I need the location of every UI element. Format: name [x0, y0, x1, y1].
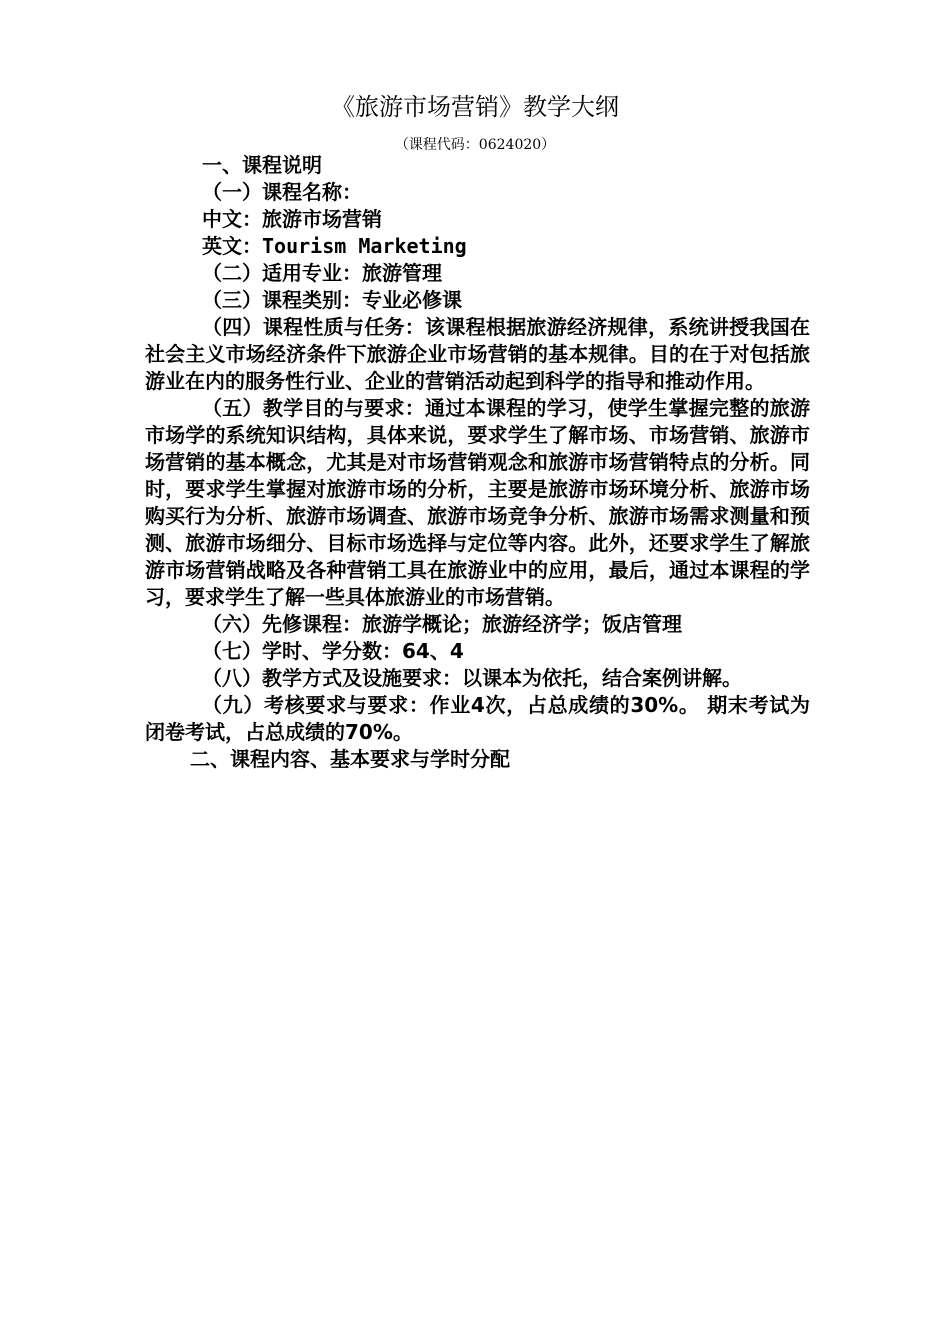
course-name-chinese-value: 旅游市场营销 [262, 207, 382, 231]
item-applicable-major: （二）适用专业：旅游管理 [202, 261, 442, 285]
item-teaching-goals: （五）教学目的与要求：通过本课程的学习，使学生掌握完整的旅游市场学的系统知识结构，具体来说，要求学生了解市场、市场营销、旅游市场营销的基本概念，尤其是对市场营销观念和旅游市场营销特点的分析。同时，要求学生掌握对旅游市场的分析，主要是旅游市场环境分析、旅游市场购买行为分析、旅游市场调查、旅游市场竞争分析、旅游市场需求测量和预测、旅游市场细分、目标市场选择与定位等内容。此外，还要求学生了解旅游市场营销战略及各种营销工具在旅游业中的应用，最后，通过本课程的学习，要求学生了解一些具体旅游业的市场营销。 [145, 396, 810, 609]
course-code: （课程代码：0624020） [394, 137, 556, 153]
course-name-chinese [145, 206, 810, 233]
item-course-name-heading: （一）课程名称： [202, 180, 362, 204]
section-heading-course-content: 二、课程内容、基本要求与学时分配 [190, 747, 510, 771]
item-hours-credits: （七）学时、学分数：64、4 [202, 639, 464, 663]
item-course-nature: （四）课程性质与任务：该课程根据旅游经济规律，系统讲授我国在社会主义市场经济条件下旅游企业市场营销的基本规律。目的在于对包括旅游业在内的服务性行业、企业的营销活动起到科学的指导和推动作用。 [145, 315, 810, 393]
item-assessment: （九）考核要求与要求：作业4次，占总成绩的30%。 期末考试为闭卷考试，占总成绩的70%。 [145, 693, 810, 744]
document-title: 《旅游市场营销》教学大纲 [331, 93, 619, 121]
item-prerequisites: （六）先修课程：旅游学概论；旅游经济学；饭店管理 [202, 612, 682, 636]
item-course-category: （三）课程类别：专业必修课 [202, 288, 462, 312]
document-body [145, 152, 810, 773]
item-teaching-methods: （八）教学方式及设施要求：以课本为依托，结合案例讲解。 [202, 666, 742, 690]
section-heading-course-description: 一、课程说明 [202, 153, 322, 177]
course-name-chinese-label: 中文： [202, 207, 262, 231]
course-name-english-value: Tourism Marketing [262, 234, 467, 258]
course-name-english-label: 英文： [202, 234, 262, 258]
course-name-english [145, 233, 810, 260]
